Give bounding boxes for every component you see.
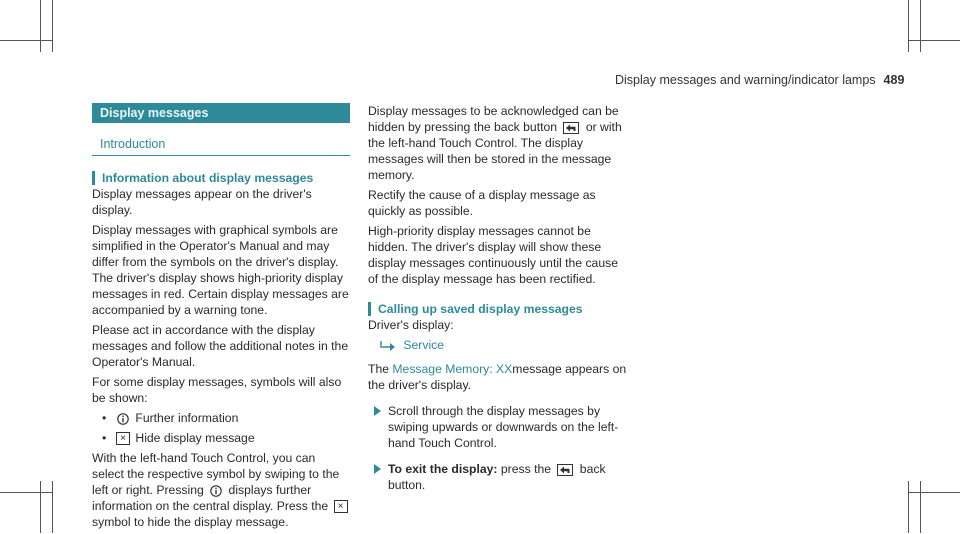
info-icon: [210, 485, 222, 497]
crop-mark: [920, 481, 921, 533]
step-item: [368, 461, 630, 493]
topic-heading: Information about display messages: [92, 170, 350, 186]
message-memory-link[interactable]: Message Memory: XX: [392, 362, 513, 376]
right-column: [368, 103, 630, 497]
crop-mark: [908, 481, 909, 533]
menu-path: [368, 337, 630, 353]
crop-mark: [0, 492, 52, 493]
paragraph: [368, 103, 630, 183]
service-link[interactable]: Service: [403, 338, 445, 352]
list-item: [92, 410, 350, 426]
subsection-title: Introduction: [92, 133, 350, 156]
step-text: Scroll through the display messages by swiping upwards or downwards on the left-hand Touch Control.: [388, 404, 619, 450]
topic-heading: Calling up saved display messages: [368, 301, 630, 317]
bullet-dot: •: [102, 411, 107, 425]
text-span: symbol to hide the display message.: [92, 515, 289, 529]
crop-mark: [52, 481, 53, 533]
section-title: Display messages: [92, 103, 350, 123]
paragraph: [368, 361, 630, 393]
paragraph: High-priority display messages cannot be hidden. The driver's display will show these display messages continuously until the cause of the display message has been rectified.: [368, 224, 618, 286]
step-arrow-icon: [374, 406, 381, 416]
bullet-text: Hide display message: [135, 431, 255, 445]
crop-mark: [40, 481, 41, 533]
crop-mark: [908, 0, 909, 52]
crop-mark: [52, 0, 53, 52]
crop-mark: [908, 40, 960, 41]
paragraph: Rectify the cause of a display message as quickly as possible.: [368, 188, 596, 218]
bullet-dot: •: [102, 431, 107, 445]
bullet-text: Further information: [135, 411, 239, 425]
back-button-icon: [557, 464, 573, 476]
menu-arrow-icon: [380, 340, 396, 352]
paragraph: [92, 450, 350, 530]
text-span: displays further information on the central display. Press the: [92, 483, 329, 513]
back-button-icon: [563, 122, 579, 134]
left-column: [92, 103, 350, 534]
close-x-icon: ×: [334, 500, 348, 513]
info-icon: [117, 413, 129, 425]
text-span: Display messages to be acknowledged can be hidden by pressing the back button: [368, 104, 619, 134]
paragraph: For some display messages, symbols will also be shown:: [92, 375, 342, 405]
crop-mark: [0, 40, 52, 41]
step-item: [368, 403, 630, 451]
crop-mark: [920, 0, 921, 52]
page-number: 489: [883, 73, 905, 87]
step-arrow-icon: [374, 464, 381, 474]
header-title: Display messages and warning/indicator lamps: [615, 73, 876, 87]
text-span: or with the left-hand Touch Control. The display messages will then be stored in the message memory.: [368, 120, 622, 182]
crop-mark: [40, 0, 41, 52]
text-span: With the left-hand Touch Control, you can select the respective symbol by swiping to the left or right. Pressing: [92, 451, 340, 497]
paragraph: Please act in accordance with the display messages and follow the additional notes in the Operator's Manual.: [92, 323, 349, 369]
text-span: The: [368, 362, 390, 376]
paragraph: Display messages appear on the driver's display.: [92, 187, 312, 217]
page-header: [615, 73, 905, 87]
step-text: back button.: [388, 462, 606, 492]
close-x-icon: ×: [116, 432, 130, 445]
list-item: [92, 430, 350, 446]
crop-mark: [908, 492, 960, 493]
step-label: To exit the display:: [388, 462, 498, 476]
paragraph: Display messages with graphical symbols are simplified in the Operator's Manual and may differ from the symbols on the driver's display. The driver's display shows high-priority display messages in red. Certain display messages are accompanied by a warning tone.: [92, 223, 349, 317]
paragraph: Driver's display:: [368, 318, 454, 332]
text-span: message appears on the driver's display.: [368, 362, 627, 392]
step-text: press the: [500, 462, 552, 476]
